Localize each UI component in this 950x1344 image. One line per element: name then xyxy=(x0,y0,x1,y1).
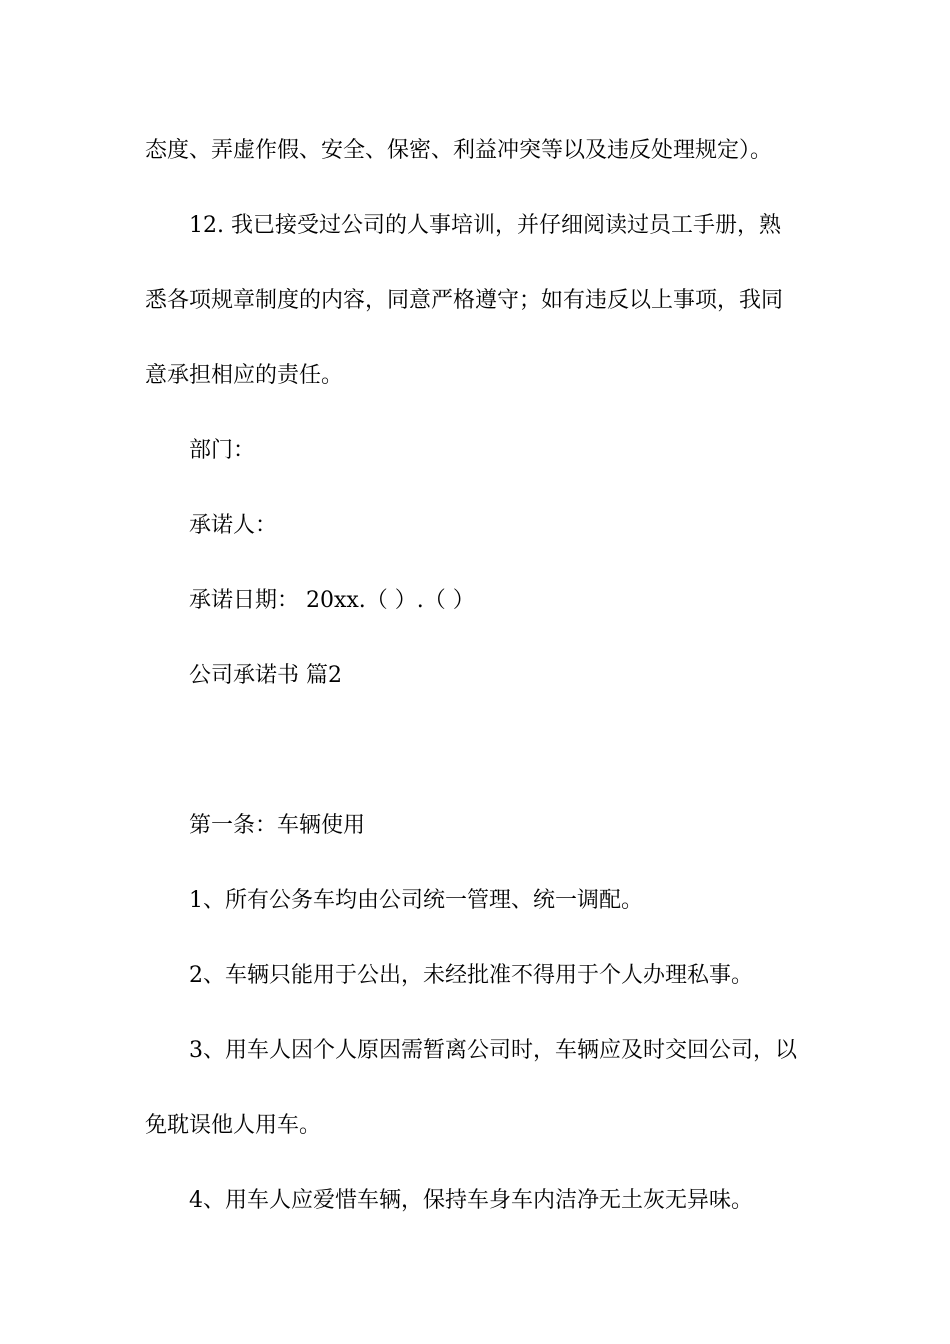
date-field: 承诺日期： 20xx.（ ）.（ ） xyxy=(189,588,475,613)
list-item: 2、车辆只能用于公出，未经批准不得用于个人办理私事。 xyxy=(189,963,753,988)
list-item-continuation: 免耽误他人用车。 xyxy=(145,1113,322,1138)
list-item: 4、用车人应爱惜车辆，保持车身车内洁净无土灰无异味。 xyxy=(189,1188,753,1213)
paragraph-line: 12. 我已接受过公司的人事培训，并仔细阅读过员工手册，熟 xyxy=(189,213,781,238)
paragraph-line: 悉各项规章制度的内容，同意严格遵守；如有违反以上事项，我同 xyxy=(145,288,784,313)
article-heading: 第一条：车辆使用 xyxy=(189,813,366,838)
list-item: 1、所有公务车均由公司统一管理、统一调配。 xyxy=(189,888,643,913)
department-field: 部门： xyxy=(189,438,256,463)
paragraph-line: 意承担相应的责任。 xyxy=(145,363,344,388)
list-item: 3、用车人因个人原因需暂离公司时，车辆应及时交回公司，以 xyxy=(189,1038,797,1063)
signer-field: 承诺人： xyxy=(189,513,278,538)
section-title: 公司承诺书 篇2 xyxy=(189,663,342,688)
paragraph-line: 态度、弄虚作假、安全、保密、利益冲突等以及违反处理规定）。 xyxy=(145,138,773,163)
